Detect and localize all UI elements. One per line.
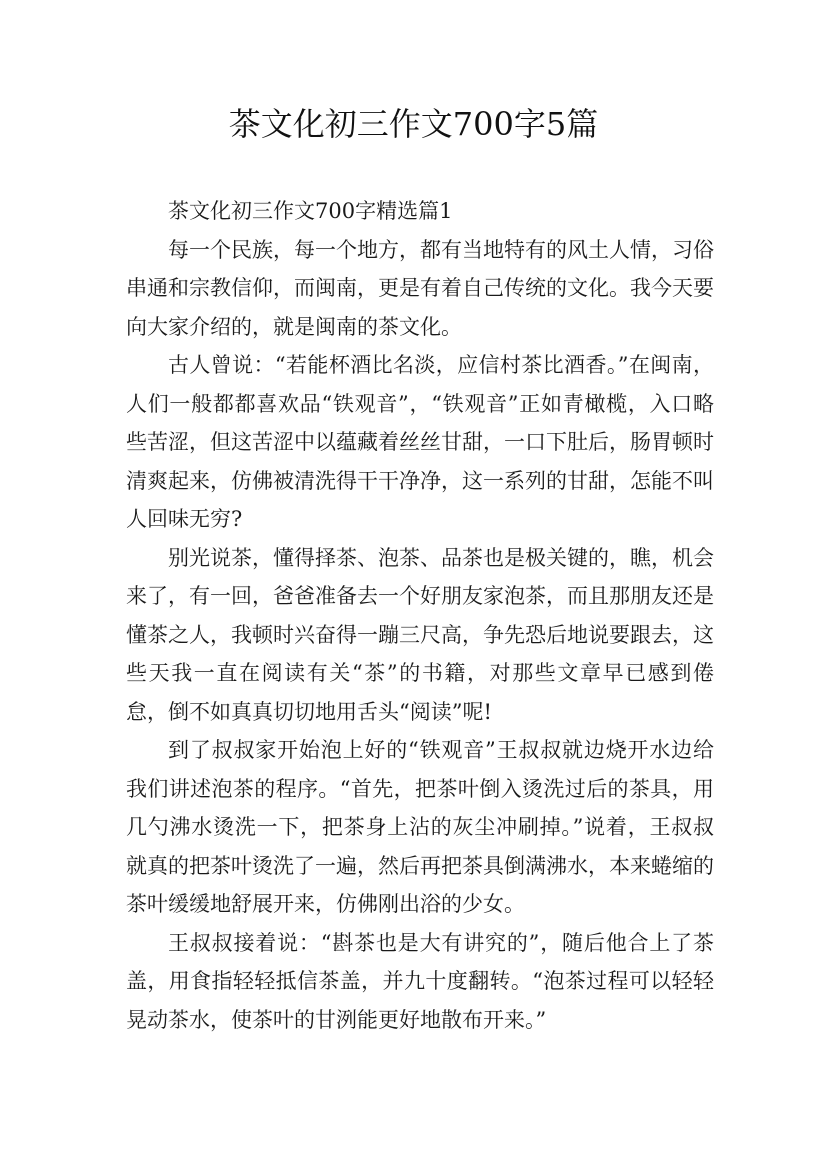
document-body [126, 192, 714, 1039]
paragraph: 到了叔叔家开始泡上好的“铁观音”王叔叔就边烧开水边给我们讲述泡茶的程序。“首先，把茶叶倒入烫洗过后的茶具，用几勺沸水烫洗一下，把茶身上沾的灰尘冲刷掉。”说着，王叔叔就真的把茶叶烫洗了一遍，然后再把茶具倒满沸水，本来蜷缩的茶叶缓缓地舒展开来，仿佛刚出浴的少女。 [126, 738, 714, 916]
section-heading: 茶文化初三作文700字精选篇1 [168, 199, 453, 223]
document-title: 茶文化初三作文700字5篇 [228, 105, 599, 143]
paragraph: 别光说茶，懂得择茶、泡茶、品茶也是极关键的，瞧，机会来了，有一回，爸爸准备去一个好朋友家泡茶，而且那朋友还是懂茶之人，我顿时兴奋得一蹦三尺高，争先恐后地说要跟去，这些天我一直在阅读有关“茶”的书籍，对那些文章早已感到倦怠，倒不如真真切切地用舌头“阅读”呢! [126, 545, 714, 724]
paragraph: 每一个民族，每一个地方，都有当地特有的风土人情，习俗串通和宗教信仰，而闽南，更是有着自己传统的文化。我今天要向大家介绍的，就是闽南的茶文化。 [126, 237, 714, 339]
paragraph: 古人曾说：“若能杯酒比名淡，应信村茶比酒香。”在闽南，人们一般都都喜欢品“铁观音”，“铁观音”正如青橄榄，入口略些苦涩，但这苦涩中以蕴藏着丝丝甘甜，一口下肚后，肠胃顿时清爽起来，仿佛被清洗得干干净净，这一系列的甘甜，怎能不叫人回味无穷? [126, 353, 714, 531]
paragraph: 王叔叔接着说：“斟茶也是大有讲究的”，随后他合上了茶盖，用食指轻轻抵信茶盖，并九十度翻转。“泡茶过程可以轻轻晃动茶水，使茶叶的甘洌能更好地散布开来。” [126, 930, 714, 1032]
